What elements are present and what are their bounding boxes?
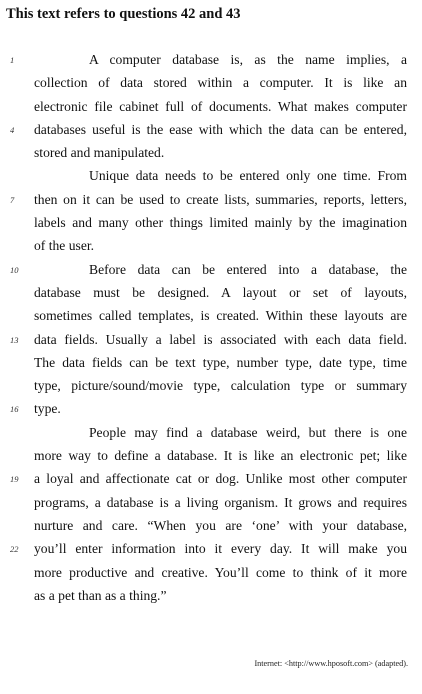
- passage-line: [0, 281, 422, 304]
- passage-line: [0, 234, 422, 257]
- passage-line: [0, 258, 422, 281]
- line-text: Unique data needs to be entered only one time. From: [89, 168, 407, 184]
- passage-line: [0, 95, 422, 118]
- source-citation: Internet: <http://www.hposoft.com> (adapted).: [254, 659, 408, 668]
- line-number: 4: [10, 124, 15, 135]
- line-text: collection of data stored within a computer. It is like an: [34, 75, 407, 91]
- passage-line: [0, 188, 422, 211]
- passage-line: [0, 374, 422, 397]
- page-heading: This text refers to questions 42 and 43: [6, 6, 241, 22]
- line-number: 13: [10, 334, 19, 345]
- line-text: programs, a database is a living organism. It grows and requires: [34, 494, 407, 510]
- passage-line: [0, 351, 422, 374]
- passage-line: [0, 211, 422, 234]
- passage-line: [0, 164, 422, 187]
- passage-line: [0, 491, 422, 514]
- line-text: nurture and care. “When you are ‘one’ with your database,: [34, 517, 407, 533]
- line-number: 10: [10, 264, 19, 275]
- passage-text: [0, 48, 422, 607]
- line-text: you’ll enter information into it every day. It will make you: [34, 541, 407, 557]
- passage-line: [0, 118, 422, 141]
- passage-line: [0, 397, 422, 420]
- line-text: The data fields can be text type, number type, date type, time: [34, 354, 407, 370]
- line-text: A computer database is, as the name implies, a: [89, 52, 407, 67]
- line-number: 7: [10, 194, 15, 205]
- line-text: sometimes called templates, is created. Within these layouts are: [34, 308, 407, 324]
- passage-line: [0, 514, 422, 537]
- line-text: more productive and creative. You’ll come to think of it more: [34, 564, 407, 580]
- passage-line: [0, 328, 422, 351]
- passage-line: [0, 141, 422, 164]
- passage-line: [0, 48, 422, 71]
- line-text: databases useful is the ease with which the data can be entered,: [34, 121, 407, 137]
- line-text: as a pet than as a thing.”: [34, 587, 167, 603]
- line-text: electronic file cabinet full of documents. What makes computer: [34, 98, 407, 114]
- line-number: 1: [10, 55, 15, 65]
- passage-line: [0, 71, 422, 94]
- passage-line: [0, 444, 422, 467]
- line-number: 19: [10, 474, 19, 485]
- passage-line: [0, 467, 422, 490]
- passage-line: [0, 421, 422, 444]
- passage-line: [0, 304, 422, 327]
- line-text: a loyal and affectionate cat or dog. Unlike most other computer: [34, 471, 407, 487]
- line-text: data fields. Usually a label is associated with each data field.: [34, 331, 407, 347]
- line-text: Before data can be entered into a database, the: [89, 261, 407, 277]
- line-text: labels and many other things limited mainly by the imagination: [34, 215, 407, 231]
- line-text: database must be designed. A layout or set of layouts,: [34, 284, 407, 300]
- line-number: 16: [10, 404, 19, 415]
- line-number: 22: [10, 544, 19, 555]
- line-text: more way to define a database. It is like an electronic pet; like: [34, 448, 407, 464]
- line-text: then on it can be used to create lists, summaries, reports, letters,: [34, 191, 407, 207]
- line-text: stored and manipulated.: [34, 145, 165, 161]
- passage-line: [0, 537, 422, 560]
- passage-line: [0, 584, 422, 607]
- passage-line: [0, 561, 422, 584]
- line-text: People may find a database weird, but there is one: [89, 424, 407, 440]
- line-text: type, picture/sound/movie type, calculation type or summary: [34, 378, 407, 394]
- line-text: of the user.: [34, 238, 95, 254]
- line-text: type.: [34, 401, 61, 417]
